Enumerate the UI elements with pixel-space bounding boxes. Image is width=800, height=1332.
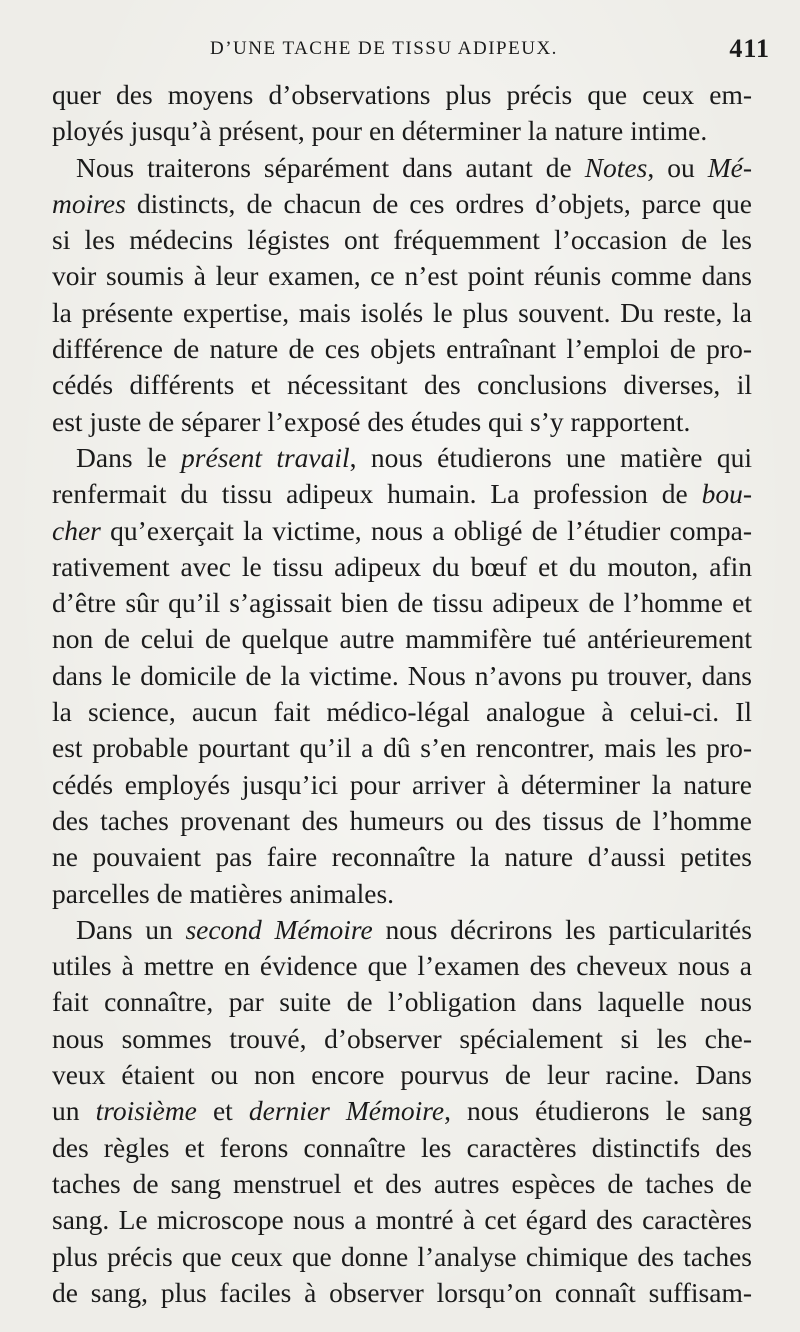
- text-line: [52, 1202, 752, 1238]
- page-number: 411: [729, 34, 770, 63]
- text-segment: non de celui de quelque autre mammifère tué antérieurement: [52, 623, 752, 655]
- text-segment: est probable pourtant qu’il a dû s’en rencontrer, mais les pro-: [52, 732, 752, 764]
- text-segment: ne pouvaient pas faire reconnaître la nature d’aussi petites: [52, 841, 752, 873]
- text-line: [52, 1093, 752, 1129]
- text-segment: fait connaître, par suite de l’obligation dans laquelle nous: [52, 986, 752, 1018]
- text-segment: nous décrirons les particularités: [372, 913, 752, 945]
- text-line: [52, 513, 752, 549]
- text-line: [52, 948, 752, 984]
- text-line: [52, 367, 752, 403]
- text-line: [52, 839, 752, 875]
- text-line: [52, 1021, 752, 1057]
- italic-text: moires: [52, 187, 126, 219]
- text-segment: rativement avec le tissu adipeux du bœuf et du mouton, afin: [52, 550, 752, 582]
- text-segment: , ou: [647, 151, 708, 183]
- italic-text: dernier Mémoire: [248, 1095, 445, 1127]
- text-segment: cédés différents et nécessitant des conclusions diverses, il: [52, 369, 752, 401]
- text-line: [52, 440, 752, 476]
- text-segment: des taches provenant des humeurs ou des tissus de l’homme: [52, 804, 752, 836]
- running-title: D’UNE TACHE DE TISSU ADIPEUX.: [210, 38, 558, 59]
- body-text: [52, 77, 752, 1311]
- text-segment: distincts, de chacun de ces ordres d’objets, parce que: [125, 187, 752, 219]
- text-segment: , nous étudierons le sang: [444, 1095, 752, 1127]
- text-line: [52, 803, 752, 839]
- italic-text: Notes: [584, 151, 648, 183]
- text-line: [52, 658, 752, 694]
- text-line: [52, 767, 752, 803]
- italic-text: second Mémoire: [185, 913, 373, 945]
- text-segment: des règles et ferons connaître les caractères distinctifs des: [52, 1131, 752, 1163]
- text-segment: d’être sûr qu’il s’agissait bien de tissu adipeux de l’homme et: [52, 587, 752, 619]
- text-segment: dans le domicile de la victime. Nous n’avons pu trouver, dans: [52, 659, 752, 691]
- text-segment: ployés jusqu’à présent, pour en déterminer la nature intime.: [52, 115, 708, 147]
- text-line: [52, 621, 752, 657]
- page-header: [0, 34, 800, 70]
- text-segment: quer des moyens d’observations plus précis que ceux em-: [52, 79, 752, 110]
- text-segment: la science, aucun fait médico-légal analogue à celui-ci. Il: [52, 696, 752, 728]
- text-segment: taches de sang menstruel et des autres espèces de taches de: [52, 1167, 752, 1199]
- text-segment: si les médecins légistes ont fréquemment l’occasion de les: [52, 224, 752, 256]
- text-line: [52, 694, 752, 730]
- text-line: [52, 331, 752, 367]
- text-segment: utiles à mettre en évidence que l’examen des cheveux nous a: [52, 950, 752, 982]
- text-line: [52, 1057, 752, 1093]
- text-line: [52, 585, 752, 621]
- text-segment: renfermait du tissu adipeux humain. La profession de: [52, 478, 702, 510]
- text-line: [52, 77, 752, 113]
- text-segment: parcelles de matières animales.: [52, 877, 395, 909]
- text-segment: Nous traiterons séparément dans autant de: [76, 151, 585, 183]
- italic-text: bou-: [701, 478, 752, 510]
- text-line: [52, 258, 752, 294]
- italic-text: Mé-: [707, 151, 752, 183]
- text-line: [52, 295, 752, 331]
- text-line: [52, 222, 752, 258]
- text-segment: , nous étudierons une matière qui: [349, 441, 752, 473]
- text-segment: est juste de séparer l’exposé des études qui s’y rapportent.: [52, 405, 691, 437]
- text-segment: et: [196, 1095, 249, 1127]
- text-segment: voir soumis à leur examen, ce n’est point réunis comme dans: [52, 260, 752, 292]
- text-segment: différence de nature de ces objets entraînant l’emploi de pro-: [52, 333, 752, 365]
- italic-text: présent travail: [181, 441, 350, 473]
- text-line: [52, 876, 752, 912]
- text-segment: qu’exerçait la victime, nous a obligé de l’étudier compa-: [100, 514, 752, 546]
- text-line: [52, 549, 752, 585]
- text-line: [52, 1130, 752, 1166]
- text-segment: plus précis que ceux que donne l’analyse chimique des taches: [52, 1240, 752, 1272]
- text-line: [52, 404, 752, 440]
- text-line: [52, 912, 752, 948]
- text-line: [52, 984, 752, 1020]
- text-segment: sang. Le microscope nous a montré à cet égard des caractères: [52, 1204, 752, 1236]
- text-segment: un: [52, 1095, 96, 1127]
- text-segment: Dans le: [76, 441, 182, 473]
- text-line: [52, 476, 752, 512]
- text-segment: nous sommes trouvé, d’observer spécialement si les che-: [52, 1022, 752, 1054]
- text-line: [52, 1239, 752, 1275]
- text-line: [52, 1275, 752, 1311]
- text-line: [52, 186, 752, 222]
- text-segment: la présente expertise, mais isolés le plus souvent. Du reste, la: [52, 296, 752, 328]
- text-segment: cédés employés jusqu’ici pour arriver à déterminer la nature: [52, 768, 752, 800]
- italic-text: cher: [52, 514, 101, 546]
- text-segment: de sang, plus faciles à observer lorsqu’on connaît suffisam-: [52, 1276, 752, 1308]
- italic-text: troisième: [95, 1095, 197, 1127]
- text-segment: veux étaient ou non encore pourvus de leur racine. Dans: [52, 1059, 752, 1091]
- text-line: [52, 1166, 752, 1202]
- text-line: [52, 150, 752, 186]
- text-line: [52, 113, 752, 149]
- text-segment: Dans un: [76, 913, 186, 945]
- text-line: [52, 730, 752, 766]
